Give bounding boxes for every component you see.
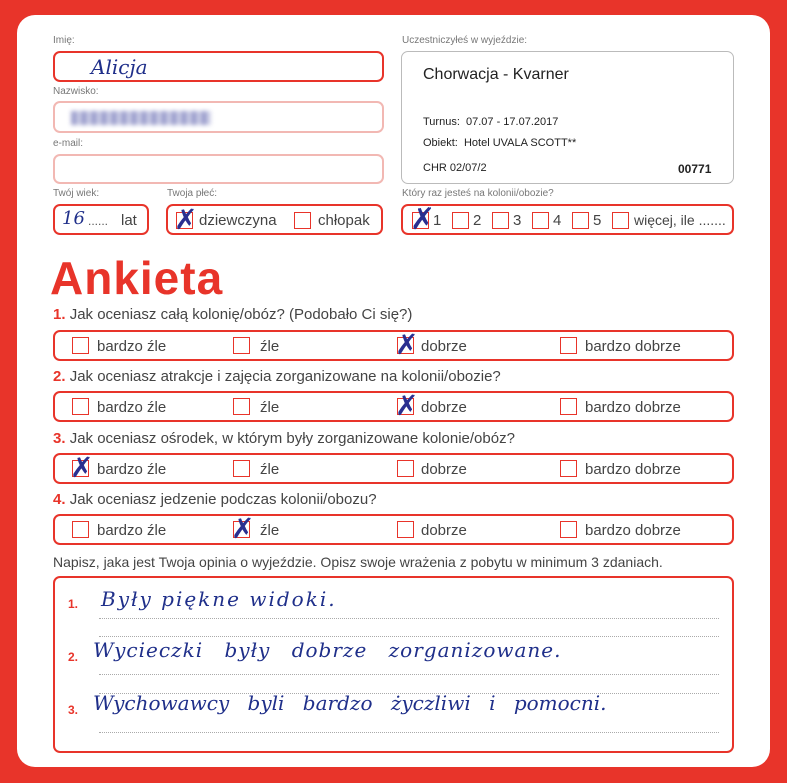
q4-option-2-check-mark: ✗	[231, 512, 255, 545]
trip-object: Obiekt: Hotel UVALA SCOTT**	[423, 137, 577, 149]
name-value: Alicja	[91, 55, 148, 79]
times-2-checkbox[interactable]	[452, 212, 469, 229]
question-1-text: Jak oceniasz całą kolonię/obóz? (Podobało Ci się?)	[69, 306, 413, 323]
question-4	[53, 491, 377, 508]
question-2-text: Jak oceniasz atrakcje i zajęcia zorganizowane na kolonii/obozie?	[69, 368, 501, 385]
opinion-line-1-text: Były piękne widoki.	[101, 587, 337, 611]
q4-option-3-label: dobrze	[421, 522, 467, 539]
q3-option-1-label: bardzo źle	[97, 461, 167, 478]
q2-option-3-label: dobrze	[421, 399, 467, 416]
q4-option-3-checkbox[interactable]	[397, 521, 414, 538]
trip-turnus: Turnus: 07.07 - 17.07.2017	[423, 116, 559, 128]
age-dots: ......	[88, 214, 109, 228]
opinion-textarea[interactable]	[53, 576, 734, 753]
q1-option-3-check-mark: ✗	[395, 328, 419, 361]
q2-option-1-checkbox[interactable]	[72, 398, 89, 415]
times-label: Który raz jesteś na kolonii/obozie?	[402, 188, 554, 199]
times-3-checkbox[interactable]	[492, 212, 509, 229]
question-4-number: 4.	[53, 491, 66, 508]
survey-form	[17, 15, 770, 767]
line-rule	[99, 732, 719, 733]
question-2-answers	[53, 391, 734, 422]
q3-option-4-checkbox[interactable]	[560, 460, 577, 477]
age-unit: lat	[121, 212, 137, 229]
question-4-text: Jak oceniasz jedzenie podczas kolonii/obozu?	[69, 491, 377, 508]
q4-option-4-checkbox[interactable]	[560, 521, 577, 538]
times-more-checkbox[interactable]	[612, 212, 629, 229]
q4-option-2-label: źle	[260, 522, 280, 539]
line-rule	[99, 674, 719, 675]
form-number: 00771	[678, 162, 712, 176]
gender-female-label: dziewczyna	[199, 212, 277, 229]
page-title: Ankieta	[50, 252, 224, 304]
opinion-line-2-text: Wycieczki były dobrze zorganizowane.	[93, 638, 562, 662]
question-3-number: 3.	[53, 430, 66, 447]
question-2	[53, 368, 501, 385]
q1-option-1-label: bardzo źle	[97, 338, 167, 355]
trip-code: CHR 02/07/2	[423, 162, 487, 174]
gender-male-checkbox[interactable]	[294, 212, 311, 229]
redacted-surname	[71, 111, 211, 125]
q4-option-1-checkbox[interactable]	[72, 521, 89, 538]
trip-title: Chorwacja - Kvarner	[423, 66, 569, 83]
participant-label: Uczestniczyłeś w wyjeździe:	[402, 35, 528, 46]
gender-field	[166, 204, 383, 235]
question-1-number: 1.	[53, 306, 66, 323]
opinion-line-3-text: Wychowawcy byli bardzo życzliwi i pomocni.	[93, 691, 607, 715]
question-3-text: Jak oceniasz ośrodek, w którym były zorganizowane kolonie/obóz?	[69, 430, 515, 447]
surname-field[interactable]	[53, 101, 384, 133]
question-3-answers	[53, 453, 734, 484]
line-rule	[99, 618, 719, 619]
q3-option-3-label: dobrze	[421, 461, 467, 478]
line-rule	[99, 636, 719, 637]
q2-option-2-checkbox[interactable]	[233, 398, 250, 415]
q1-option-1-checkbox[interactable]	[72, 337, 89, 354]
times-4-label: 4	[553, 212, 562, 229]
q3-option-3-checkbox[interactable]	[397, 460, 414, 477]
times-field	[401, 204, 734, 235]
opinion-line-2-number: 2.	[68, 650, 79, 664]
age-label: Twój wiek:	[53, 188, 100, 199]
times-more-label: więcej, ile .......	[634, 212, 726, 228]
times-1-label: 1	[433, 212, 442, 229]
age-value: 16	[62, 208, 85, 229]
times-3-label: 3	[513, 212, 522, 229]
q4-option-1-label: bardzo źle	[97, 522, 167, 539]
q2-option-3-check-mark: ✗	[395, 389, 419, 422]
question-2-number: 2.	[53, 368, 66, 385]
q3-option-2-checkbox[interactable]	[233, 460, 250, 477]
times-4-checkbox[interactable]	[532, 212, 549, 229]
q2-option-4-checkbox[interactable]	[560, 398, 577, 415]
times-2-label: 2	[473, 212, 482, 229]
times-1-check-mark: ✗	[410, 202, 436, 237]
question-4-answers	[53, 514, 734, 545]
q1-option-4-checkbox[interactable]	[560, 337, 577, 354]
gender-female-check-mark: ✗	[174, 203, 198, 236]
times-5-checkbox[interactable]	[572, 212, 589, 229]
question-3	[53, 430, 515, 447]
q1-option-3-label: dobrze	[421, 338, 467, 355]
trip-info-box	[401, 51, 734, 184]
q2-option-1-label: bardzo źle	[97, 399, 167, 416]
q3-option-1-check-mark: ✗	[70, 451, 94, 484]
q1-option-4-label: bardzo dobrze	[585, 338, 681, 355]
times-5-label: 5	[593, 212, 602, 229]
question-1	[53, 306, 412, 323]
question-1-answers	[53, 330, 734, 361]
opinion-line-3-number: 3.	[68, 703, 79, 717]
name-label: Imię:	[53, 35, 75, 46]
opinion-line-1-number: 1.	[68, 597, 79, 611]
q2-option-2-label: źle	[260, 399, 280, 416]
opinion-prompt: Napisz, jaka jest Twoja opinia o wyjeździe. Opisz swoje wrażenia z pobytu w minimum 3 zdaniach.	[53, 554, 663, 570]
q1-option-2-label: źle	[260, 338, 280, 355]
email-field[interactable]	[53, 154, 384, 184]
q4-option-4-label: bardzo dobrze	[585, 522, 681, 539]
gender-male-label: chłopak	[318, 212, 370, 229]
q1-option-2-checkbox[interactable]	[233, 337, 250, 354]
gender-label: Twoja płeć:	[167, 188, 218, 199]
email-label: e-mail:	[53, 138, 84, 149]
q3-option-4-label: bardzo dobrze	[585, 461, 681, 478]
q3-option-2-label: źle	[260, 461, 280, 478]
surname-label: Nazwisko:	[53, 86, 99, 97]
q2-option-4-label: bardzo dobrze	[585, 399, 681, 416]
age-field[interactable]	[53, 204, 149, 235]
name-field[interactable]	[53, 51, 384, 82]
